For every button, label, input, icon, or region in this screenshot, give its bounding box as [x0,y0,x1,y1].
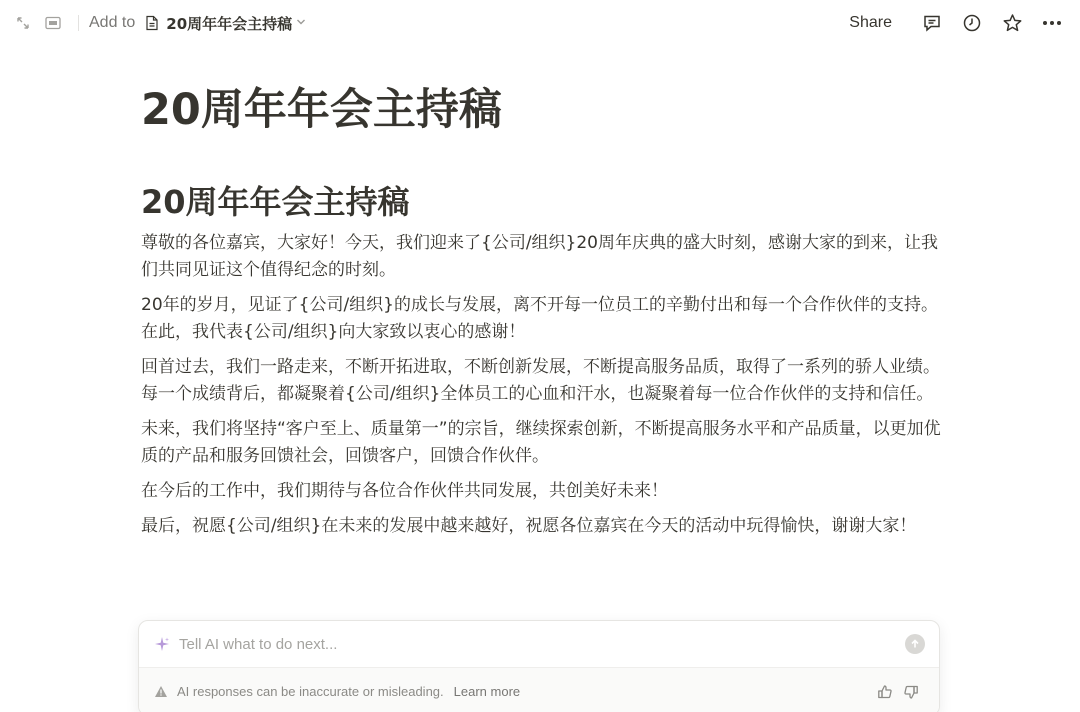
sidebar-peek-icon[interactable] [42,12,64,34]
more-options-icon[interactable] [1038,9,1066,37]
top-bar-right [849,0,1066,46]
paragraph-block[interactable]: 回首过去，我们一路走来，不断开拓进取，不断创新发展，不断提高服务品质，取得了一系列的骄人业绩。每一个成绩背后，都凝聚着{公司/组织}全体员工的心血和汗水，也凝聚着每一位合作伙伴的支持和信任。 [141,357,940,404]
warning-icon [153,684,169,700]
page-title[interactable]: 20周年年会主持稿 [141,85,502,135]
send-arrow-icon[interactable] [905,634,925,654]
paragraph-block[interactable]: 尊敬的各位嘉宾，大家好！今天，我们迎来了{公司/组织}20周年庆典的盛大时刻，感谢大家的到来，让我们共同见证这个值得纪念的时刻。 [141,233,938,280]
paragraph-block[interactable]: 未来，我们将坚持“客户至上、质量第一”的宗旨，继续探索创新，不断提高服务水平和产品质量，以更加优质的产品和服务回馈社会，回馈客户，回馈合作伙伴。 [141,419,941,466]
ai-input-row [139,621,939,667]
top-bar [0,0,1080,46]
history-clock-icon[interactable] [958,9,986,37]
divider [78,15,79,31]
document-icon [143,14,161,32]
paragraph-block[interactable]: 最后，祝愿{公司/组织}在未来的发展中越来越好，祝愿各位嘉宾在今天的活动中玩得愉快，谢谢大家！ [141,516,917,536]
ai-disclaimer-text: AI responses can be inaccurate or misleading. [177,684,444,699]
paragraph-block[interactable]: 在今后的工作中，我们期待与各位合作伙伴共同发展，共创美好未来！ [141,481,668,501]
paragraph-block[interactable]: 20年的岁月，见证了{公司/组织}的成长与发展，离不开每一位员工的辛勤付出和每一个合作伙伴的支持。在此，我代表{公司/组织}向大家致以衷心的感谢！ [141,295,938,342]
page-content [141,70,941,540]
add-to-label[interactable]: Add to [89,14,136,31]
comment-icon[interactable] [918,9,946,37]
feedback-buttons [869,682,921,702]
page-selector[interactable] [143,13,306,34]
favorite-star-icon[interactable] [998,9,1026,37]
chevron-down-icon [296,17,306,29]
heading-1[interactable]: 20周年年会主持稿 [141,183,410,221]
share-button[interactable]: Share [849,14,892,31]
ai-prompt-input[interactable] [179,636,905,653]
learn-more-link[interactable]: Learn more [453,684,521,699]
top-bar-left [12,0,306,46]
breadcrumb-page-title: 20周年年会主持稿 [166,14,293,33]
expand-icon[interactable] [12,12,34,34]
ai-footer [139,667,939,712]
thumbs-down-icon[interactable] [901,682,921,702]
ai-prompt-panel [138,620,940,712]
ai-sparkle-icon [153,635,171,653]
thumbs-up-icon[interactable] [875,682,895,702]
